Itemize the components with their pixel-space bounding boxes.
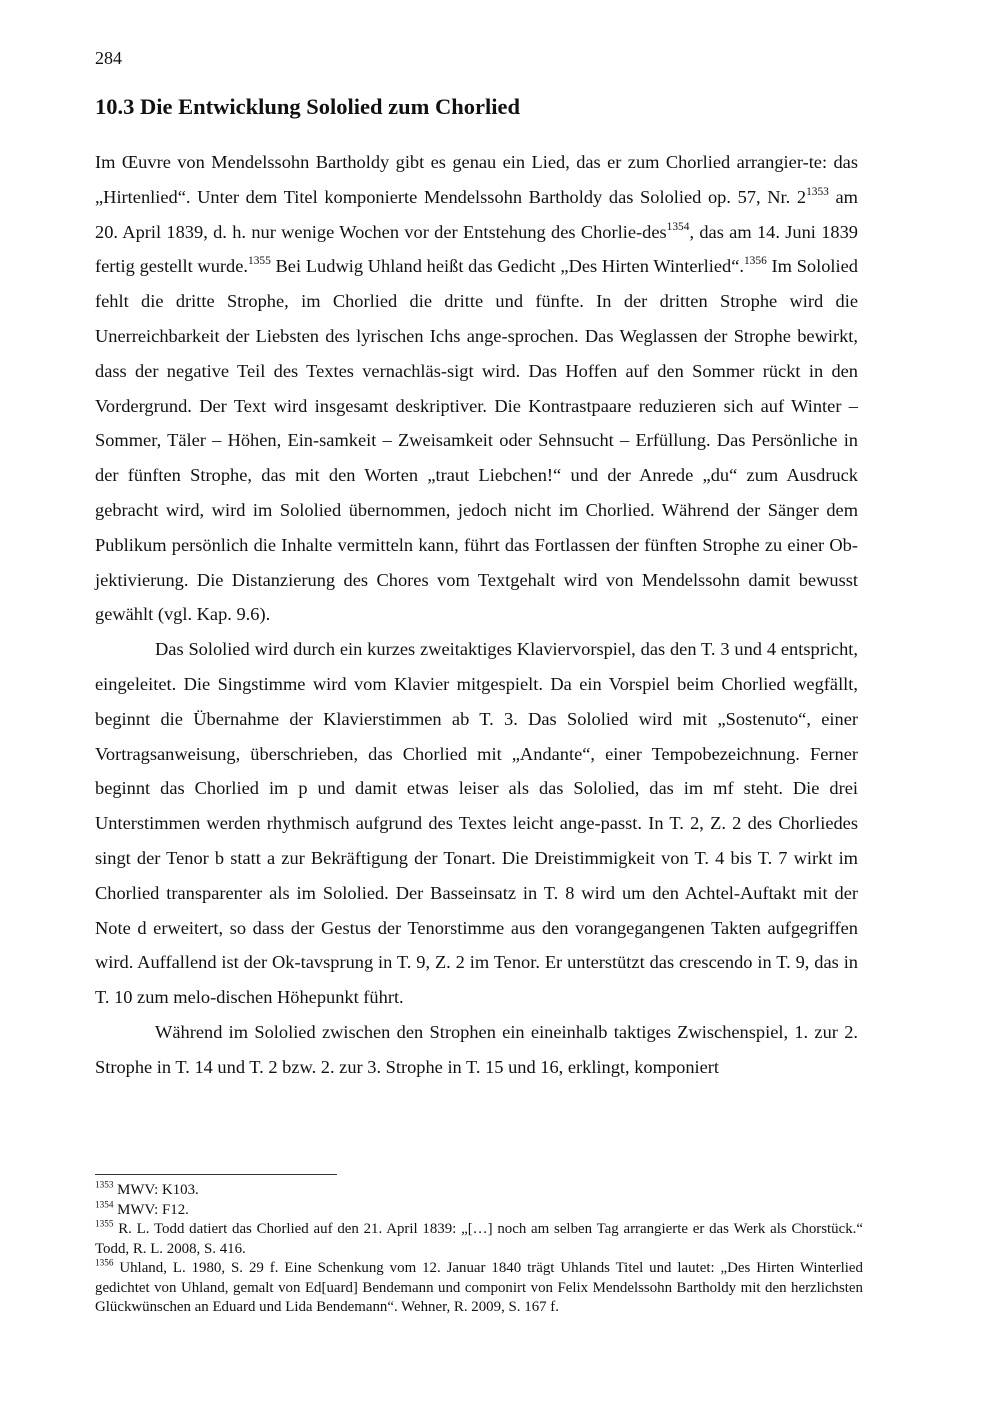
paragraph-1	[95, 145, 858, 632]
section-heading: 10.3 Die Entwicklung Sololied zum Chorlied	[95, 94, 521, 119]
footnote-text: Uhland, L. 1980, S. 29 f. Eine Schenkung vom 12. Januar 1840 trägt Uhlands Titel und lautet: „Des Hirten Winterlied gedichtet von Uhland, gemalt von Ed[uard] Bendemann und componirt von Felix Mendelssohn Bartholdy mit den herzlichsten Glückwünschen an Eduard und Lida Bendemann“. Wehner, R. 2009, S. 167 f.	[95, 1260, 863, 1315]
footnote-ref-1353[interactable]: 1353	[806, 185, 829, 198]
footnote-text: MWV: F12.	[113, 1201, 189, 1218]
paragraph-1-text-3: , das am 14. Juni 1839 fertig gestellt wurde.	[95, 221, 859, 277]
footnote-divider	[95, 1174, 337, 1175]
footnotes	[95, 1181, 863, 1318]
footnote-ref-1356[interactable]: 1356	[743, 255, 767, 268]
footnote-ref-1354[interactable]: 1354	[666, 220, 690, 233]
footnote	[95, 1181, 863, 1201]
footnote-text: MWV: K103.	[113, 1182, 199, 1198]
body-text	[95, 145, 858, 1085]
paragraph-1-text-4: Bei Ludwig Uhland heißt das Gedicht „Des Hirten Winterlied“.	[270, 256, 744, 277]
footnote-ref-1355[interactable]: 1355	[248, 255, 271, 268]
footnote-number: 1356	[95, 1257, 114, 1268]
paragraph-2: Das Sololied wird durch ein kurzes zweitaktiges Klaviervorspiel, das den T. 3 und 4 entspricht, eingeleitet. Die Singstimme wird vom Klavier mitgespielt. Da ein Vorspiel beim Chorlied wegfällt, beginnt die Übernahme der Klavierstimmen ab T. 3. Das Sololied wird mit „Sostenuto“, einer Vortragsanweisung, überschrieben, das Chorlied mit „Andante“, einer Tempobezeichnung. Ferner beginnt das Chorlied im p und damit etwas leiser als das Sololied, das im mf steht. Die drei Unterstimmen werden rhythmisch aufgrund des Textes leicht ange-passt. In T. 2, Z. 2 des Chorliedes singt der Tenor b statt a zur Bekräftigung der Tonart. Die Dreistimmigkeit von T. 4 bis T. 7 wirkt im Chorlied transparenter als im Sololied. Der Basseinsatz in T. 8 wird um den Achtel-Auftakt mit der Note d erweitert, so dass der Gestus der Tenorstimme aus den vorangegangenen Takten aufgegriffen wird. Auffallend ist der Ok-tavsprung in T. 9, Z. 2 im Tenor. Er unterstützt das crescendo in T. 9, das in T. 10 zum melo-dischen Höhepunkt führt.	[95, 639, 858, 1008]
footnote	[95, 1259, 863, 1318]
paragraph-3: Während im Sololied zwischen den Strophen ein eineinhalb taktiges Zwischenspiel, 1. zur 2. Strophe in T. 14 und T. 2 bzw. 2. zur 3. Strophe in T. 15 und 16, erklingt, komponiert	[95, 1021, 858, 1077]
paragraph-1-text-2: am 20. April 1839, d. h. nur wenige Wochen vor der Entstehung des Chorlie-des	[95, 186, 858, 242]
page-number: 284	[95, 48, 122, 68]
footnote	[95, 1201, 863, 1221]
footnote-text: R. L. Todd datiert das Chorlied auf den 21. April 1839: „[…] noch am selben Tag arrangierte er das Werk als Chorstück.“ Todd, R. L. 2008, S. 416.	[95, 1221, 863, 1257]
footnote	[95, 1220, 863, 1259]
footnote-number: 1355	[95, 1218, 114, 1229]
footnote-number: 1353	[95, 1179, 114, 1190]
paragraph-1-text-1: Im Œuvre von Mendelssohn Bartholdy gibt es genau ein Lied, das er zum Chorlied arrangier-te: das „Hirtenlied“. Unter dem Titel komponierte Mendelssohn Bartholdy das Sololied op. 57, Nr. 2	[95, 152, 858, 207]
paragraph-1-text-5: Im Sololied fehlt die dritte Strophe, im Chorlied die dritte und fünfte. In der dritten Strophe wird die Unerreichbarkeit der Liebsten des lyrischen Ichs ange-sprochen. Das Weglassen der Strophe bewirkt, dass der negative Teil des Textes vernachläs-sigt wird. Das Hoffen auf den Sommer rückt in den Vordergrund. Der Text wird insgesamt deskriptiver. Die Kontrastpaare reduzieren sich auf Winter – Sommer, Täler – Höhen, Ein-samkeit – Zweisamkeit oder Sehnsucht – Erfüllung. Das Persönliche in der fünften Strophe, das mit den Worten „traut Liebchen!“ und der Anrede „du“ zum Ausdruck gebracht wird, wird im Sololied übernommen, jedoch nicht im Chorlied. Während der Sänger dem Publikum persönlich die Inhalte vermitteln kann, führt das Fortlassen der fünften Strophe zu einer Ob-jektivierung. Die Distanzierung des Chores vom Textgehalt wird von Mendelssohn damit bewusst gewählt (vgl. Kap. 9.6).	[95, 256, 858, 625]
footnote-number: 1354	[95, 1199, 114, 1210]
